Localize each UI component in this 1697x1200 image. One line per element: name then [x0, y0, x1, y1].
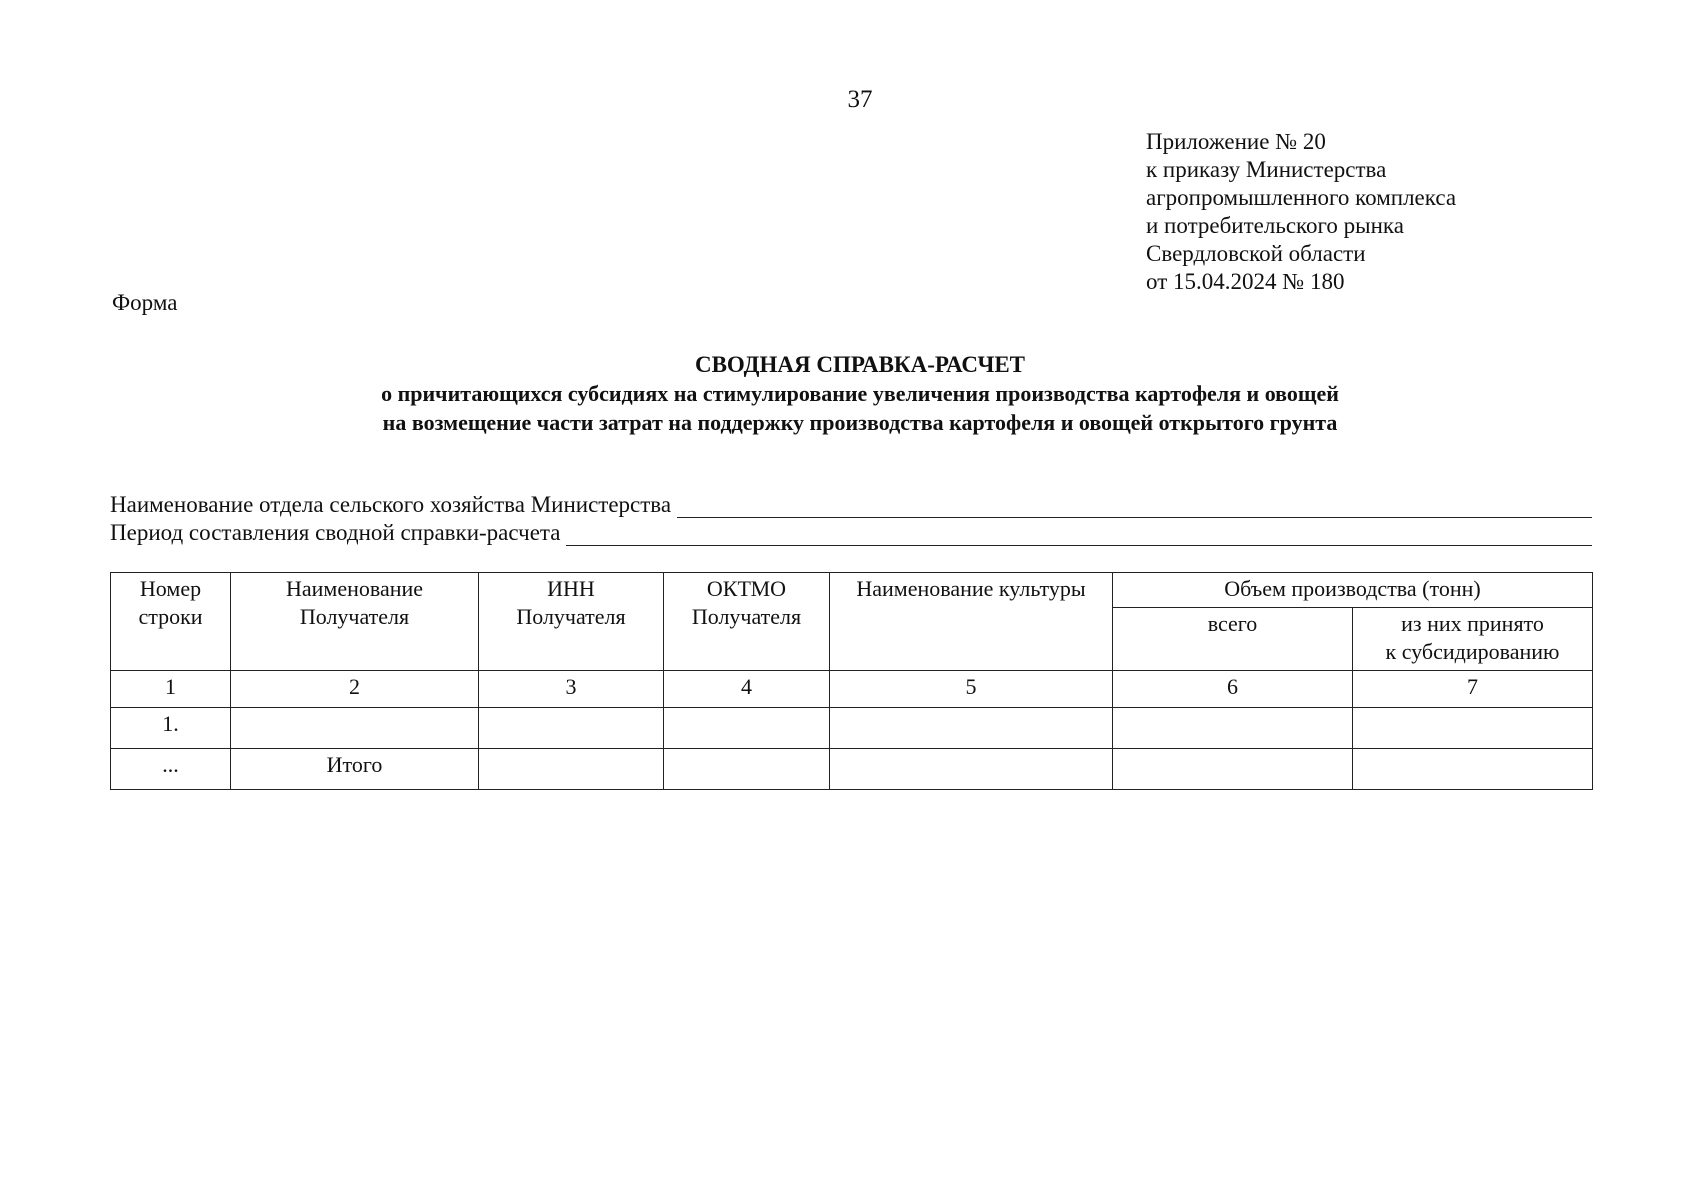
inn-cell[interactable] [479, 749, 664, 790]
table-row [111, 708, 1593, 749]
column-number-row [111, 671, 1593, 708]
period-field [110, 520, 1592, 546]
document-title [300, 350, 1420, 437]
header-crop-name: Наименование культуры [830, 573, 1113, 671]
volume-total-cell[interactable] [1113, 749, 1353, 790]
table-header-row [111, 573, 1593, 608]
department-field [110, 492, 1592, 518]
appendix-line: Свердловской области [1146, 241, 1366, 266]
oktmo-cell[interactable] [664, 749, 830, 790]
column-number: 2 [231, 671, 479, 708]
volume-accepted-cell[interactable] [1353, 708, 1593, 749]
appendix-line: агропромышленного комплекса [1146, 185, 1457, 210]
crop-name-cell[interactable] [830, 708, 1113, 749]
column-number: 7 [1353, 671, 1593, 708]
table-row-total [111, 749, 1593, 790]
title-subtitle-line: о причитающихся субсидиях на стимулирование увеличения производства картофеля и овощей [381, 381, 1339, 406]
appendix-line: и потребительского рынка [1146, 213, 1404, 238]
row-number-cell: ... [111, 749, 231, 790]
crop-name-cell[interactable] [830, 749, 1113, 790]
header-recipient-name: Наименование Получателя [231, 573, 479, 671]
header-row-number: Номер строки [111, 573, 231, 671]
column-number: 1 [111, 671, 231, 708]
header-volume-group: Объем производства (тонн) [1113, 573, 1593, 608]
appendix-block [1146, 128, 1456, 296]
row-number-cell: 1. [111, 708, 231, 749]
column-number: 6 [1113, 671, 1353, 708]
column-number: 4 [664, 671, 830, 708]
title-subtitle-line: на возмещение части затрат на поддержку производства картофеля и овощей открытого грунта [382, 410, 1338, 435]
title-main: СВОДНАЯ СПРАВКА-РАСЧЕТ [694, 352, 1026, 377]
column-number: 3 [479, 671, 664, 708]
header-volume-total: всего [1113, 608, 1353, 671]
appendix-line: от 15.04.2024 № 180 [1146, 269, 1345, 294]
header-volume-accepted: из них принято к субсидированию [1353, 608, 1593, 671]
oktmo-cell[interactable] [664, 708, 830, 749]
header-oktmo: ОКТМО Получателя [664, 573, 830, 671]
total-label-cell: Итого [231, 749, 479, 790]
volume-total-cell[interactable] [1113, 708, 1353, 749]
appendix-line: к приказу Министерства [1146, 157, 1387, 182]
header-inn: ИНН Получателя [479, 573, 664, 671]
column-number: 5 [830, 671, 1113, 708]
period-label: Период составления сводной справки-расчета [110, 520, 561, 545]
form-label: Форма [112, 290, 178, 315]
volume-accepted-cell[interactable] [1353, 749, 1593, 790]
department-label: Наименование отдела сельского хозяйства Министерства [110, 492, 672, 517]
recipient-name-cell[interactable] [231, 708, 479, 749]
inn-cell[interactable] [479, 708, 664, 749]
appendix-line: Приложение № 20 [1146, 129, 1326, 154]
page-number: 37 [847, 86, 873, 113]
period-blank-line[interactable] [566, 523, 1592, 546]
department-blank-line[interactable] [677, 495, 1592, 518]
summary-table [110, 572, 1593, 790]
